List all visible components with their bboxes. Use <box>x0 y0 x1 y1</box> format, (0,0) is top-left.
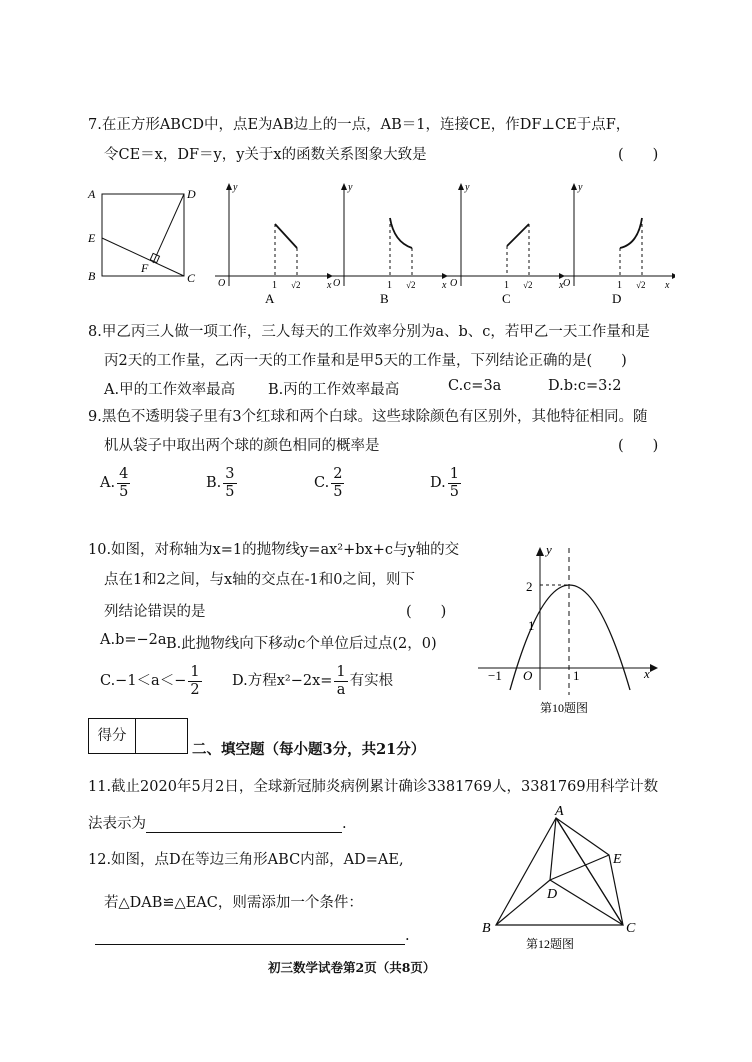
q7-graph-C <box>447 182 565 306</box>
graph-label-B: B <box>380 291 389 306</box>
sq-label-A: A <box>88 187 96 201</box>
q10-line2: 点在1和2之间，与x轴的交点在-1和0之间，则下 <box>104 572 415 588</box>
q10-answer-paren[interactable]: ( ) <box>406 604 447 620</box>
q7-figures <box>85 178 675 308</box>
sq-label-F: F <box>141 261 149 275</box>
svg-text:O: O <box>450 278 458 289</box>
svg-text:y: y <box>348 182 353 193</box>
q8-option-C[interactable]: C.c=3a <box>448 378 502 394</box>
q12-label-B: B <box>482 921 491 936</box>
q10-fig-tick-2: 2 <box>526 579 533 594</box>
svg-text:1: 1 <box>617 280 622 291</box>
svg-text:x: x <box>442 280 447 291</box>
q8-option-B[interactable]: B.丙的工作效率最高 <box>268 382 400 398</box>
q7-answer-paren[interactable]: ( ) <box>618 147 659 163</box>
q7-graph-A <box>215 182 333 306</box>
sq-label-E: E <box>88 231 96 245</box>
q8-option-D[interactable]: D.b:c=3:2 <box>548 378 622 394</box>
svg-text:1: 1 <box>272 280 277 291</box>
svg-text:√2: √2 <box>523 280 533 290</box>
q11-answer-blank[interactable] <box>146 816 342 833</box>
q9-line1: 9.黑色不透明袋子里有3个红球和两个白球。这些球除颜色有区别外，其他特征相同。随 <box>88 409 648 425</box>
q12-label-C: C <box>626 921 636 936</box>
q10-option-D[interactable]: D.方程x²−2x= $\frac{1}{a}$ 有实根 <box>232 664 394 698</box>
q10-fig-tick-1x: 1 <box>573 668 580 683</box>
graph-label-A: A <box>265 291 275 306</box>
score-label: 得分 <box>89 719 136 753</box>
q7-graph-D <box>560 182 675 306</box>
q10-parabola-figure <box>470 540 670 720</box>
graph-label-D: D <box>612 291 622 306</box>
q9-line2: 机从袋子中取出两个球的颜色相同的概率是 <box>104 438 380 454</box>
q10-line1: 10.如图，对称轴为x=1的抛物线y=ax²+bx+c与y轴的交 <box>88 542 460 558</box>
svg-text:x: x <box>559 280 564 291</box>
q12-line2: 若△DAB≌△EAC，则需添加一个条件： <box>104 895 363 911</box>
svg-text:x: x <box>665 280 670 291</box>
q12-triangle-figure <box>478 800 658 955</box>
q10-fig-x: x <box>644 666 650 681</box>
q9-option-B[interactable]: B. $\frac{3}{5}$ <box>206 466 235 500</box>
svg-text:x: x <box>327 280 332 291</box>
sq-label-B: B <box>88 269 96 283</box>
svg-text:√2: √2 <box>291 280 301 290</box>
svg-text:O: O <box>333 278 341 289</box>
q9-option-D[interactable]: D. $\frac{1}{5}$ <box>430 466 459 500</box>
page-footer: 初三数学试卷第2页（共8页） <box>268 960 436 975</box>
q10-fig-tick-m1: −1 <box>488 668 502 683</box>
q12-line1: 12.如图，点D在等边三角形ABC内部，AD=AE, <box>88 852 404 868</box>
q10-fig-y: y <box>546 542 552 557</box>
svg-text:√2: √2 <box>636 280 646 290</box>
q8-option-A[interactable]: A.甲的工作效率最高 <box>104 382 236 398</box>
q12-label-E: E <box>613 852 622 867</box>
q12-answer-line[interactable]: . <box>95 928 410 945</box>
q10-fig-caption: 第10题图 <box>540 701 589 715</box>
q10-option-A[interactable]: A.b=−2a <box>100 632 167 648</box>
q10-option-B[interactable]: B.此抛物线向下移动c个单位后过点(2，0) <box>166 636 437 652</box>
sq-label-D: D <box>187 187 196 201</box>
section2-title: 二、填空题（每小题3分，共21分） <box>192 741 426 758</box>
sq-label-C: C <box>187 271 196 285</box>
q10-fig-origin: O <box>523 668 533 683</box>
q10-option-C[interactable]: C.−1＜a＜− $\frac{1}{2}$ <box>100 664 200 698</box>
svg-text:y: y <box>465 182 470 193</box>
q12-label-D: D <box>547 887 558 902</box>
q7-graph-B <box>330 182 448 306</box>
q12-caption: 第12题图 <box>526 937 575 951</box>
svg-text:O: O <box>218 278 226 289</box>
score-box[interactable] <box>88 718 188 754</box>
graph-label-C: C <box>502 291 511 306</box>
q8-line2: 丙2天的工作量，乙丙一天的工作量和是甲5天的工作量，下列结论正确的是( ) <box>104 353 627 369</box>
svg-text:1: 1 <box>504 280 509 291</box>
q9-answer-paren[interactable]: ( ) <box>618 438 659 454</box>
q9-option-A[interactable]: A. $\frac{4}{5}$ <box>100 466 129 500</box>
q11-line1: 11.截止2020年5月2日，全球新冠肺炎病例累计确诊3381769人，3381769用科学计数 <box>88 779 659 795</box>
q9-option-C[interactable]: C. $\frac{2}{5}$ <box>314 466 343 500</box>
svg-text:1: 1 <box>387 280 392 291</box>
svg-text:O: O <box>563 278 571 289</box>
svg-text:y: y <box>578 182 583 193</box>
q11-line2: 法表示为 . <box>88 816 347 832</box>
q8-line1: 8.甲乙丙三人做一项工作，三人每天的工作效率分别为a、b、c，若甲乙一天工作量和是 <box>88 324 650 340</box>
q10-fig-tick-1y: 1 <box>528 618 535 633</box>
svg-text:√2: √2 <box>406 280 416 290</box>
svg-text:y: y <box>233 182 238 193</box>
q7-line1: 7.在正方形ABCD中，点E为AB边上的一点，AB＝1，连接CE，作DF⊥CE于点F， <box>88 117 631 133</box>
q7-line2: 令CE＝x，DF＝y，y关于x的函数关系图象大致是 <box>104 147 427 163</box>
q12-label-A: A <box>555 804 564 819</box>
q10-line3: 列结论错误的是 <box>104 604 206 620</box>
